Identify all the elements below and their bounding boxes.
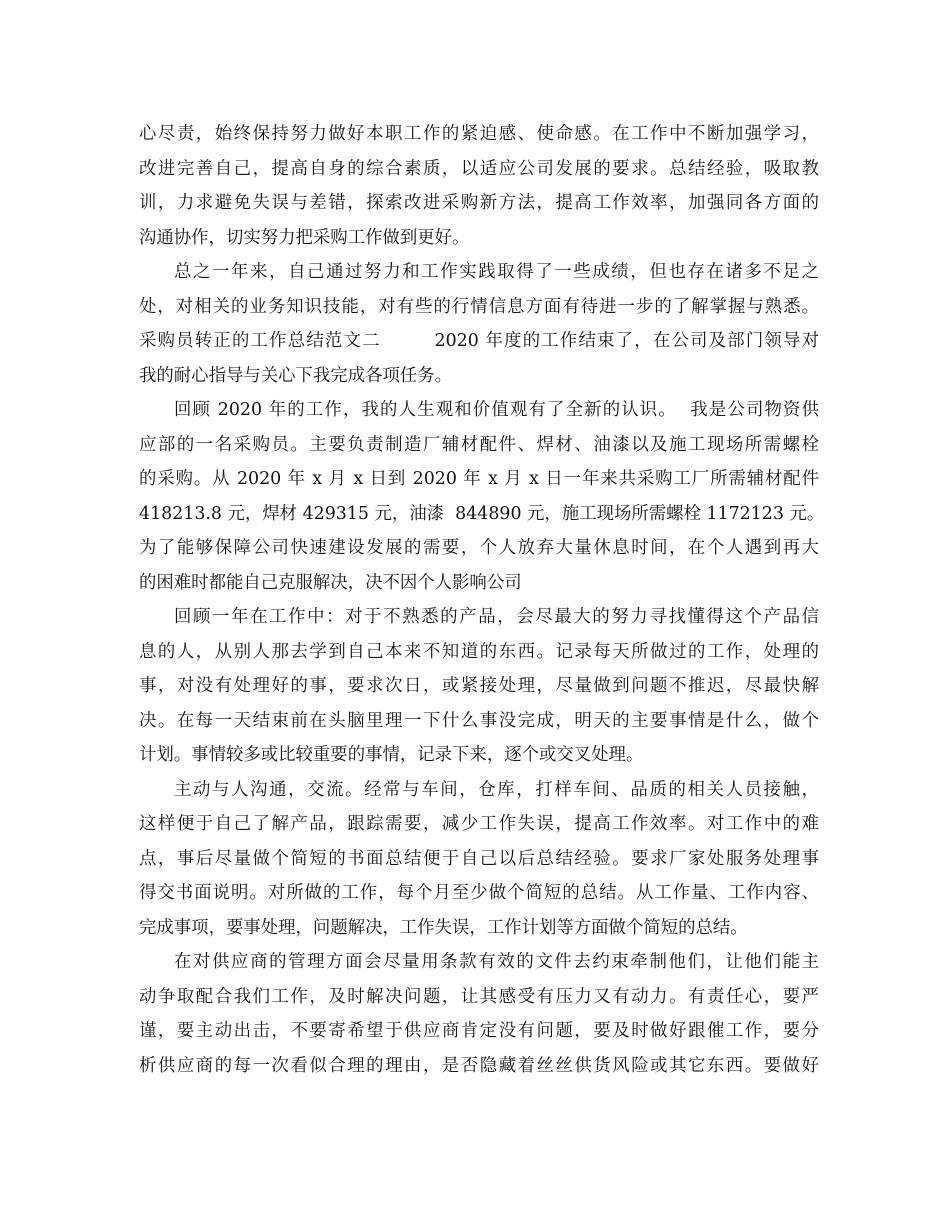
text-line: 处，对相关的业务知识技能，对有些的行情信息方面有待进一步的了解掌握与熟悉。 — [139, 296, 819, 317]
document-body — [139, 117, 825, 1083]
text-line: 这样便于自己了解产品，跟踪需要，减少工作失误，提高工作效率。对工作中的难 — [139, 814, 819, 834]
text-line: 得交书面说明。对所做的工作，每个月至少做个简短的总结。从工作量、工作内容、 — [139, 883, 819, 903]
text-line: 418213.8 元，焊材 429315 元，油漆 844890 元，施工现场所需螺栓 1172123 元。 — [139, 503, 825, 524]
text-line: 训，力求避免失误与差错，探索改进采购新方法，提高工作效率，加强同各方面的 — [139, 193, 819, 213]
text-line: 的采购。从 2020 年 x 月 x 日到 2020 年 x 月 x 日一年来共采购工厂所需辅材配件 — [139, 469, 819, 489]
text-line: 事，对没有处理好的事，要求次日，或紧接处理，尽量做到问题不推迟，尽最快解 — [139, 676, 819, 696]
paragraph-first-line: 总之一年来，自己通过努力和工作实践取得了一些成绩，但也存在诸多不足之 — [174, 262, 819, 282]
paragraph-first-line: 主动与人沟通，交流。经常与车间，仓库，打样车间、品质的相关人员接触， — [174, 779, 819, 800]
text-line: 应部的一名采购员。主要负责制造厂辅材配件、焊材、油漆以及施工现场所需螺栓 — [139, 434, 819, 455]
paragraph-first-line: 在对供应商的管理方面会尽量用条款有效的文件去约束牵制他们，让他们能主 — [174, 952, 819, 972]
text-line: 析供应商的每一次看似合理的理由，是否隐藏着丝丝供货风险或其它东西。要做好 — [139, 1055, 819, 1076]
paragraph-first-line: 回顾一年在工作中：对于不熟悉的产品，会尽最大的努力寻找懂得这个产品信 — [174, 607, 819, 627]
text-line: 采购员转正的工作总结范文二 2020 年度的工作结束了，在公司及部门领导对 — [139, 331, 819, 351]
paragraph-first-line: 回顾 2020 年的工作，我的人生观和价值观有了全新的认识。 我是公司物资供 — [174, 400, 819, 420]
text-line: 完成事项，要事处理，问题解决，工作失误，工作计划等方面做个简短的总结。 — [139, 917, 748, 938]
text-line: 为了能够保障公司快速建设发展的需要，个人放弃大量休息时间，在个人遇到再大 — [139, 538, 819, 558]
text-line: 沟通协作，切实努力把采购工作做到更好。 — [139, 227, 470, 248]
text-line: 改进完善自己，提高自身的综合素质，以适应公司发展的要求。总结经验，吸取教 — [139, 158, 819, 179]
text-line: 心尽责，始终保持努力做好本职工作的紧迫感、使命感。在工作中不断加强学习， — [139, 124, 819, 144]
text-line: 点，事后尽量做个简短的书面总结便于自己以后总结经验。要求厂家处服务处理事 — [139, 848, 819, 869]
text-line: 我的耐心指导与关心下我完成各项任务。 — [139, 365, 453, 386]
text-line: 计划。事情较多或比较重要的事情，记录下来，逐个或交叉处理。 — [139, 745, 644, 765]
text-line: 动争取配合我们工作，及时解决问题，让其感受有压力又有动力。有责任心，要严 — [139, 986, 819, 1007]
text-line: 的困难时都能自己克服解决，决不因个人影响公司 — [139, 572, 522, 593]
text-line: 谨，要主动出击，不要寄希望于供应商肯定没有问题，要及时做好跟催工作，要分 — [139, 1021, 819, 1041]
text-line: 息的人，从别人那去学到自己本来不知道的东西。记录每天所做过的工作，处理的 — [139, 641, 819, 662]
text-line: 决。在每一天结束前在头脑里理一下什么事没完成，明天的主要事情是什么，做个 — [139, 710, 819, 731]
